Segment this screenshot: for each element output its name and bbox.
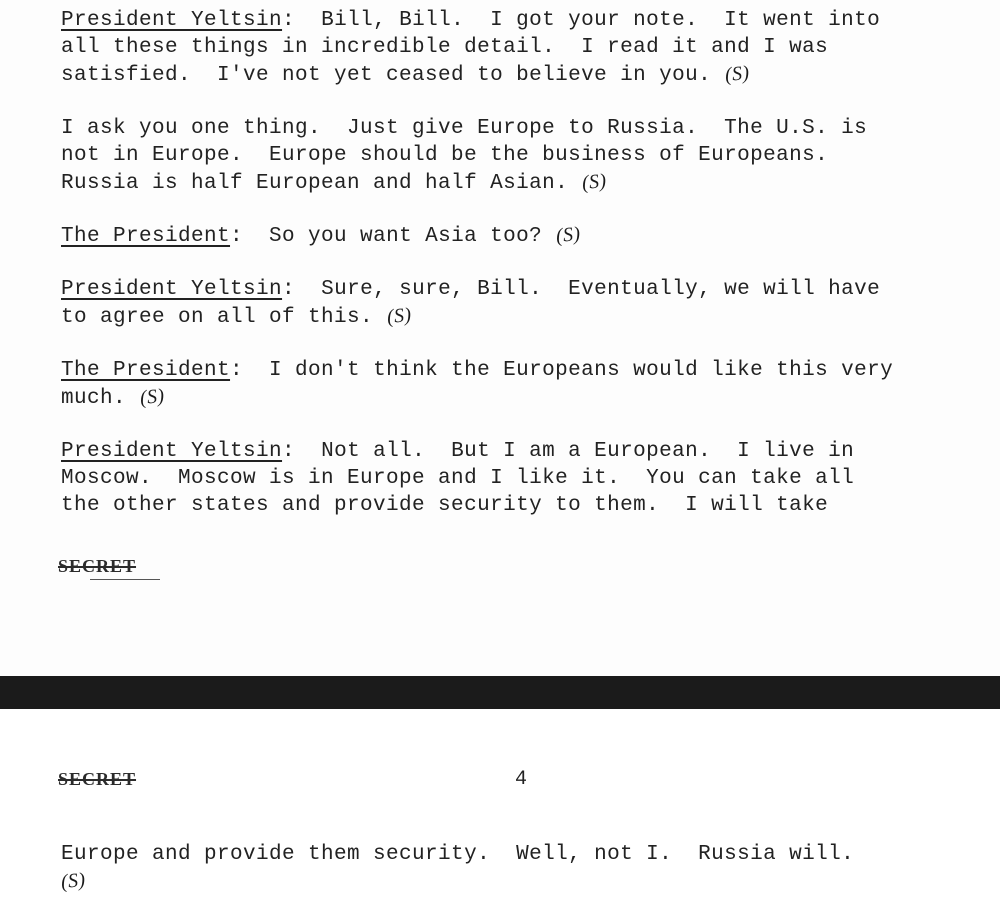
speaker-label: President Yeltsin <box>61 440 283 463</box>
footer-underline <box>90 579 160 580</box>
speaker-label: President Yeltsin <box>61 278 283 301</box>
paragraph-line: Sure, sure, Bill. Eventually, we will have <box>321 278 881 301</box>
paragraph-line: Not all. But I am a European. I live in <box>321 440 855 463</box>
classification-mark: (S) <box>580 169 608 195</box>
page-separator-bar <box>0 676 1000 709</box>
transcript-paragraph: The President: So you want Asia too? (S) <box>61 222 991 250</box>
classification-header: SECRET <box>58 769 137 789</box>
speaker-label: The President <box>61 225 231 248</box>
paragraph-line: So you want Asia too? <box>269 225 543 248</box>
paragraph-line: I ask you one thing. Just give Europe to Russia. The U.S. is <box>61 117 868 140</box>
paragraph-line: Moscow. Moscow is in Europe and I like it. You can take all <box>61 467 855 490</box>
classification-mark: (S) <box>723 61 751 87</box>
paragraph-line: all these things in incredible detail. I read it and I was <box>61 36 829 59</box>
transcript-paragraph: The President: I don't think the Europeans would like this very much. (S) <box>61 357 991 412</box>
paragraph-line: satisfied. I've not yet ceased to believe in you. <box>61 64 712 87</box>
classification-mark: (S) <box>385 303 413 329</box>
speaker-label: President Yeltsin <box>61 9 283 32</box>
classification-mark: (S) <box>554 222 582 248</box>
paragraph-line: Russia is half European and half Asian. <box>61 172 569 195</box>
paragraph-line: much. <box>61 387 127 410</box>
paragraph-line: the other states and provide security to them. I will take <box>61 494 829 517</box>
paragraph-line: I don't think the Europeans would like this very <box>269 359 894 382</box>
transcript-paragraph: President Yeltsin: Sure, sure, Bill. Eventually, we will have to agree on all of this. (S) <box>61 276 991 331</box>
paragraph-line: Europe and provide them security. Well, not I. Russia will. <box>61 843 855 866</box>
speaker-label: The President <box>61 359 231 382</box>
paragraph-line: not in Europe. Europe should be the business of Europeans. <box>61 144 829 167</box>
classification-mark: (S) <box>138 384 166 410</box>
classification-mark: (S) <box>59 868 87 894</box>
transcript-paragraph: President Yeltsin: Bill, Bill. I got your note. It went into all these things in incredible detail. I read it and I was satisfied. I've not yet ceased to believe in you. (S) <box>61 7 991 89</box>
page-number: 4 <box>515 768 528 791</box>
transcript-paragraph: President Yeltsin: Not all. But I am a European. I live in Moscow. Moscow is in Europe and I like it. You can take all the other states and provide security to them. I will take <box>61 440 855 517</box>
transcript-paragraph <box>61 841 991 896</box>
transcript-paragraph <box>61 115 991 197</box>
classification-footer: SECRET <box>58 556 137 576</box>
paragraph-line: Bill, Bill. I got your note. It went into <box>321 9 881 32</box>
paragraph-line: to agree on all of this. <box>61 306 374 329</box>
